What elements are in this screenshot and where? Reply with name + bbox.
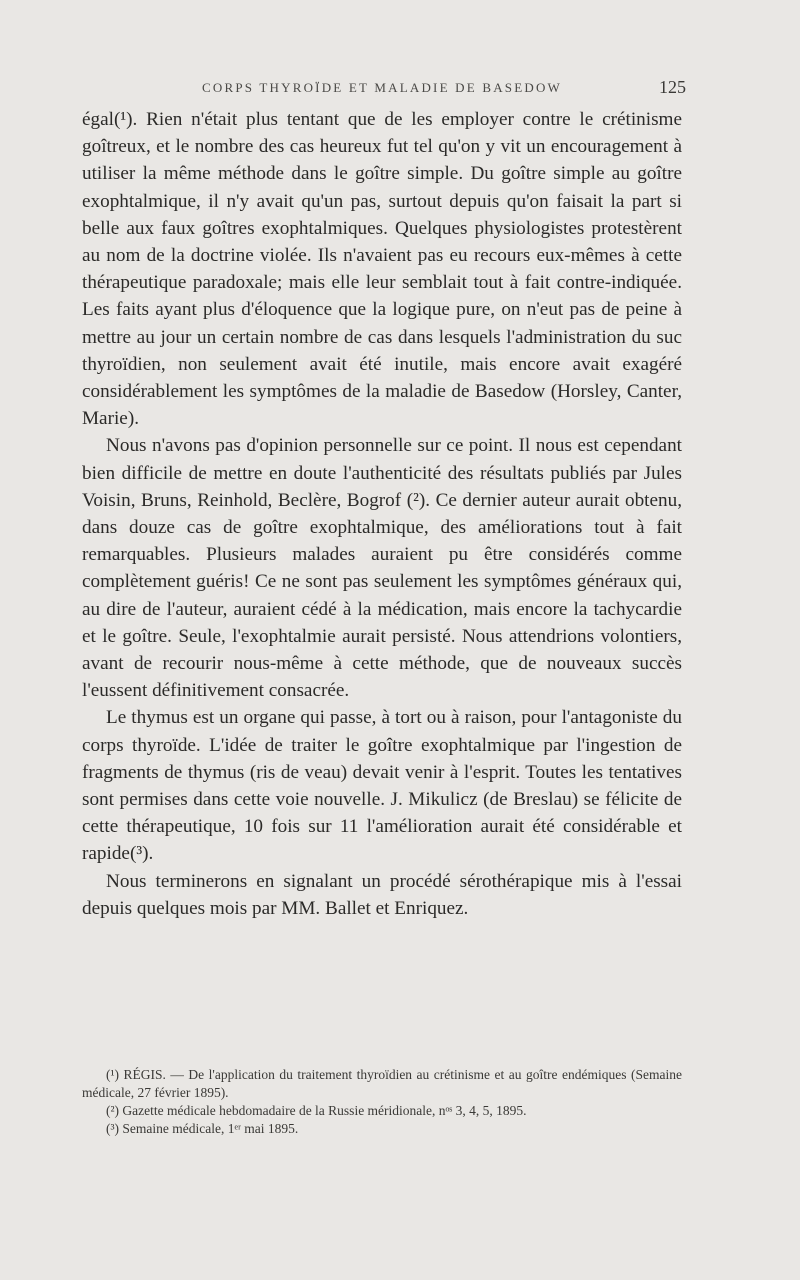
page-number: 125 (659, 77, 686, 97)
running-header (82, 77, 686, 108)
footnote-3: (³) Semaine médicale, 1ᵉʳ mai 1895. (106, 1121, 299, 1136)
main-text (82, 106, 682, 922)
paragraph-2: Nous n'avons pas d'opinion personnelle sur ce point. Il nous est cependant bien difficile de mettre en doute l'authenticité des résultats publiés par Jules Voisin, Bruns, Reinhold, Beclère, Bogrof (²). Ce dernier auteur aurait obtenu, dans douze cas de goître exophtalmique, des améliorations tout à fait remarquables. Plusieurs malades auraient pu être considérés comme complètement guéris! Ce ne sont pas seulement les symptômes généraux qui, au dire de l'auteur, auraient cédé à la médication, mais encore la tachycardie et le goître. Seule, l'exophtalmie aurait persisté. Nous attendrions volontiers, avant de recourir nous-même à cette méthode, que de nouveaux succès l'eussent définitivement consacrée. (82, 435, 682, 702)
footnote-2: (²) Gazette médicale hebdomadaire de la Russie méridionale, nᵒˢ 3, 4, 5, 1895. (106, 1103, 527, 1118)
paragraph-3: Le thymus est un organe qui passe, à tort ou à raison, pour l'antagoniste du corps thyroïde. L'idée de traiter le goître exophtalmique par l'ingestion de fragments de thymus (ris de veau) devait venir à l'esprit. Toutes les tentatives sont permises dans cette voie nouvelle. J. Mikulicz (de Breslau) se félicite de cette thérapeutique, 10 fois sur 11 l'amélioration aurait été considérable et rapide(³). (82, 707, 682, 865)
paragraph-4: Nous terminerons en signalant un procédé sérothérapique mis à l'essai depuis quelques mois par MM. Ballet et Enriquez. (82, 870, 682, 919)
footnote-1: (¹) RÉGIS. — De l'application du traitement thyroïdien au crétinisme et au goître endémiques (Semaine médicale, 27 février 1895). (82, 1067, 682, 1100)
running-title: CORPS THYROÏDE ET MALADIE DE BASEDOW (202, 80, 563, 95)
footnotes (82, 1066, 682, 1138)
paragraph-1: égal(¹). Rien n'était plus tentant que de les employer contre le crétinisme goîtreux, et le nombre des cas heureux fut tel qu'on y vit un encouragement à utiliser la même méthode dans le goître simple. Du goître simple au goître exophtalmique, il n'y avait qu'un pas, surtout depuis qu'on faisait la part si belle aux faux goîtres exophtalmiques. Quelques physiologistes protestèrent au nom de la doctrine violée. Ils n'avaient pas eu recours eux-mêmes à cette thérapeutique paradoxale; mais elle leur semblait tout à fait contre-indiquée. Les faits ayant plus d'éloquence que la logique pure, on n'eut pas de peine à mettre au jour un certain nombre de cas dans lesquels l'administration du suc thyroïdien, non seulement avait été inutile, mais encore avait exagéré considérablement les symptômes de la maladie de Basedow (Horsley, Canter, Marie). (82, 109, 682, 430)
